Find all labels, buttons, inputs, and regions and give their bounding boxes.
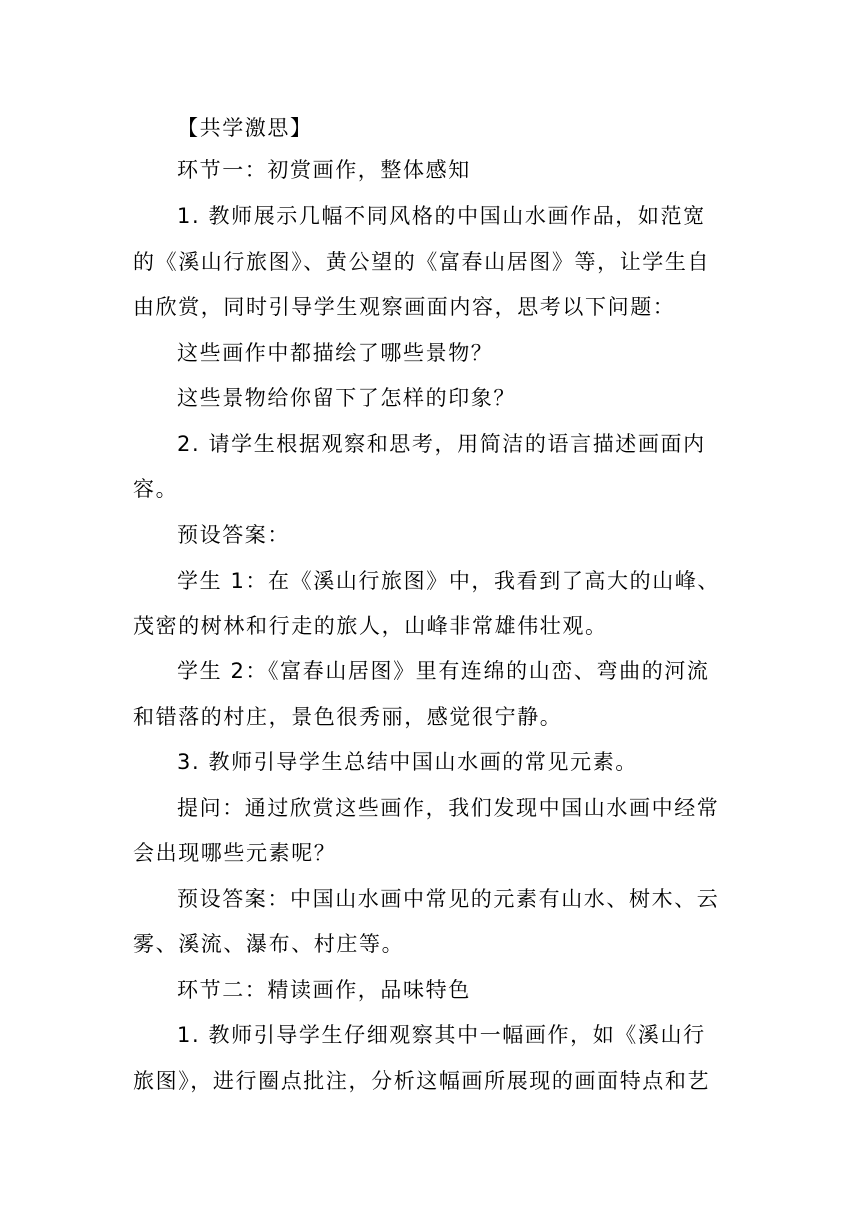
paragraph-line: 容。 <box>133 477 179 501</box>
question-line: 提问：通过欣赏这些画作，我们发现中国山水画中经常 <box>177 796 720 820</box>
paragraph-line: 1. 教师引导学生仔细观察其中一幅画作，如《溪山行 <box>177 1023 706 1047</box>
paragraph-line: 由欣赏，同时引导学生观察画面内容，思考以下问题： <box>133 295 676 319</box>
paragraph-line: 1. 教师展示几幅不同风格的中国山水画作品，如范宽 <box>177 204 706 228</box>
stage-two-heading: 环节二：精读画作，品味特色 <box>177 978 471 1002</box>
student-answer-line: 学生 2：《富春山居图》里有连绵的山峦、弯曲的河流 <box>177 659 710 683</box>
stage-one-heading: 环节一：初赏画作，整体感知 <box>177 158 471 182</box>
paragraph-line: 的《溪山行旅图》、黄公望的《富春山居图》等，让学生自 <box>133 250 711 274</box>
question-line: 这些画作中都描绘了哪些景物？ <box>177 341 494 365</box>
answer-line: 预设答案：中国山水画中常见的元素有山水、树木、云 <box>177 887 720 911</box>
question-line: 这些景物给你留下了怎样的印象？ <box>177 386 516 410</box>
section-heading: 【共学激思】 <box>177 116 313 140</box>
answer-label: 预设答案： <box>177 523 290 547</box>
student-answer-line: 和错落的村庄，景色很秀丽，感觉很宁静。 <box>133 705 563 729</box>
question-line: 会出现哪些元素呢？ <box>133 841 337 865</box>
answer-line: 雾、溪流、瀑布、村庄等。 <box>133 932 405 956</box>
student-answer-line: 学生 1：在《溪山行旅图》中，我看到了高大的山峰、 <box>177 569 721 593</box>
paragraph-line: 2. 请学生根据观察和思考，用简洁的语言描述画面内 <box>177 432 706 456</box>
student-answer-line: 茂密的树林和行走的旅人，山峰非常雄伟壮观。 <box>133 614 608 638</box>
paragraph-line: 旅图》，进行圈点批注，分析这幅画所展现的画面特点和艺 <box>133 1069 711 1093</box>
paragraph-line: 3. 教师引导学生总结中国山水画的常见元素。 <box>177 750 638 774</box>
